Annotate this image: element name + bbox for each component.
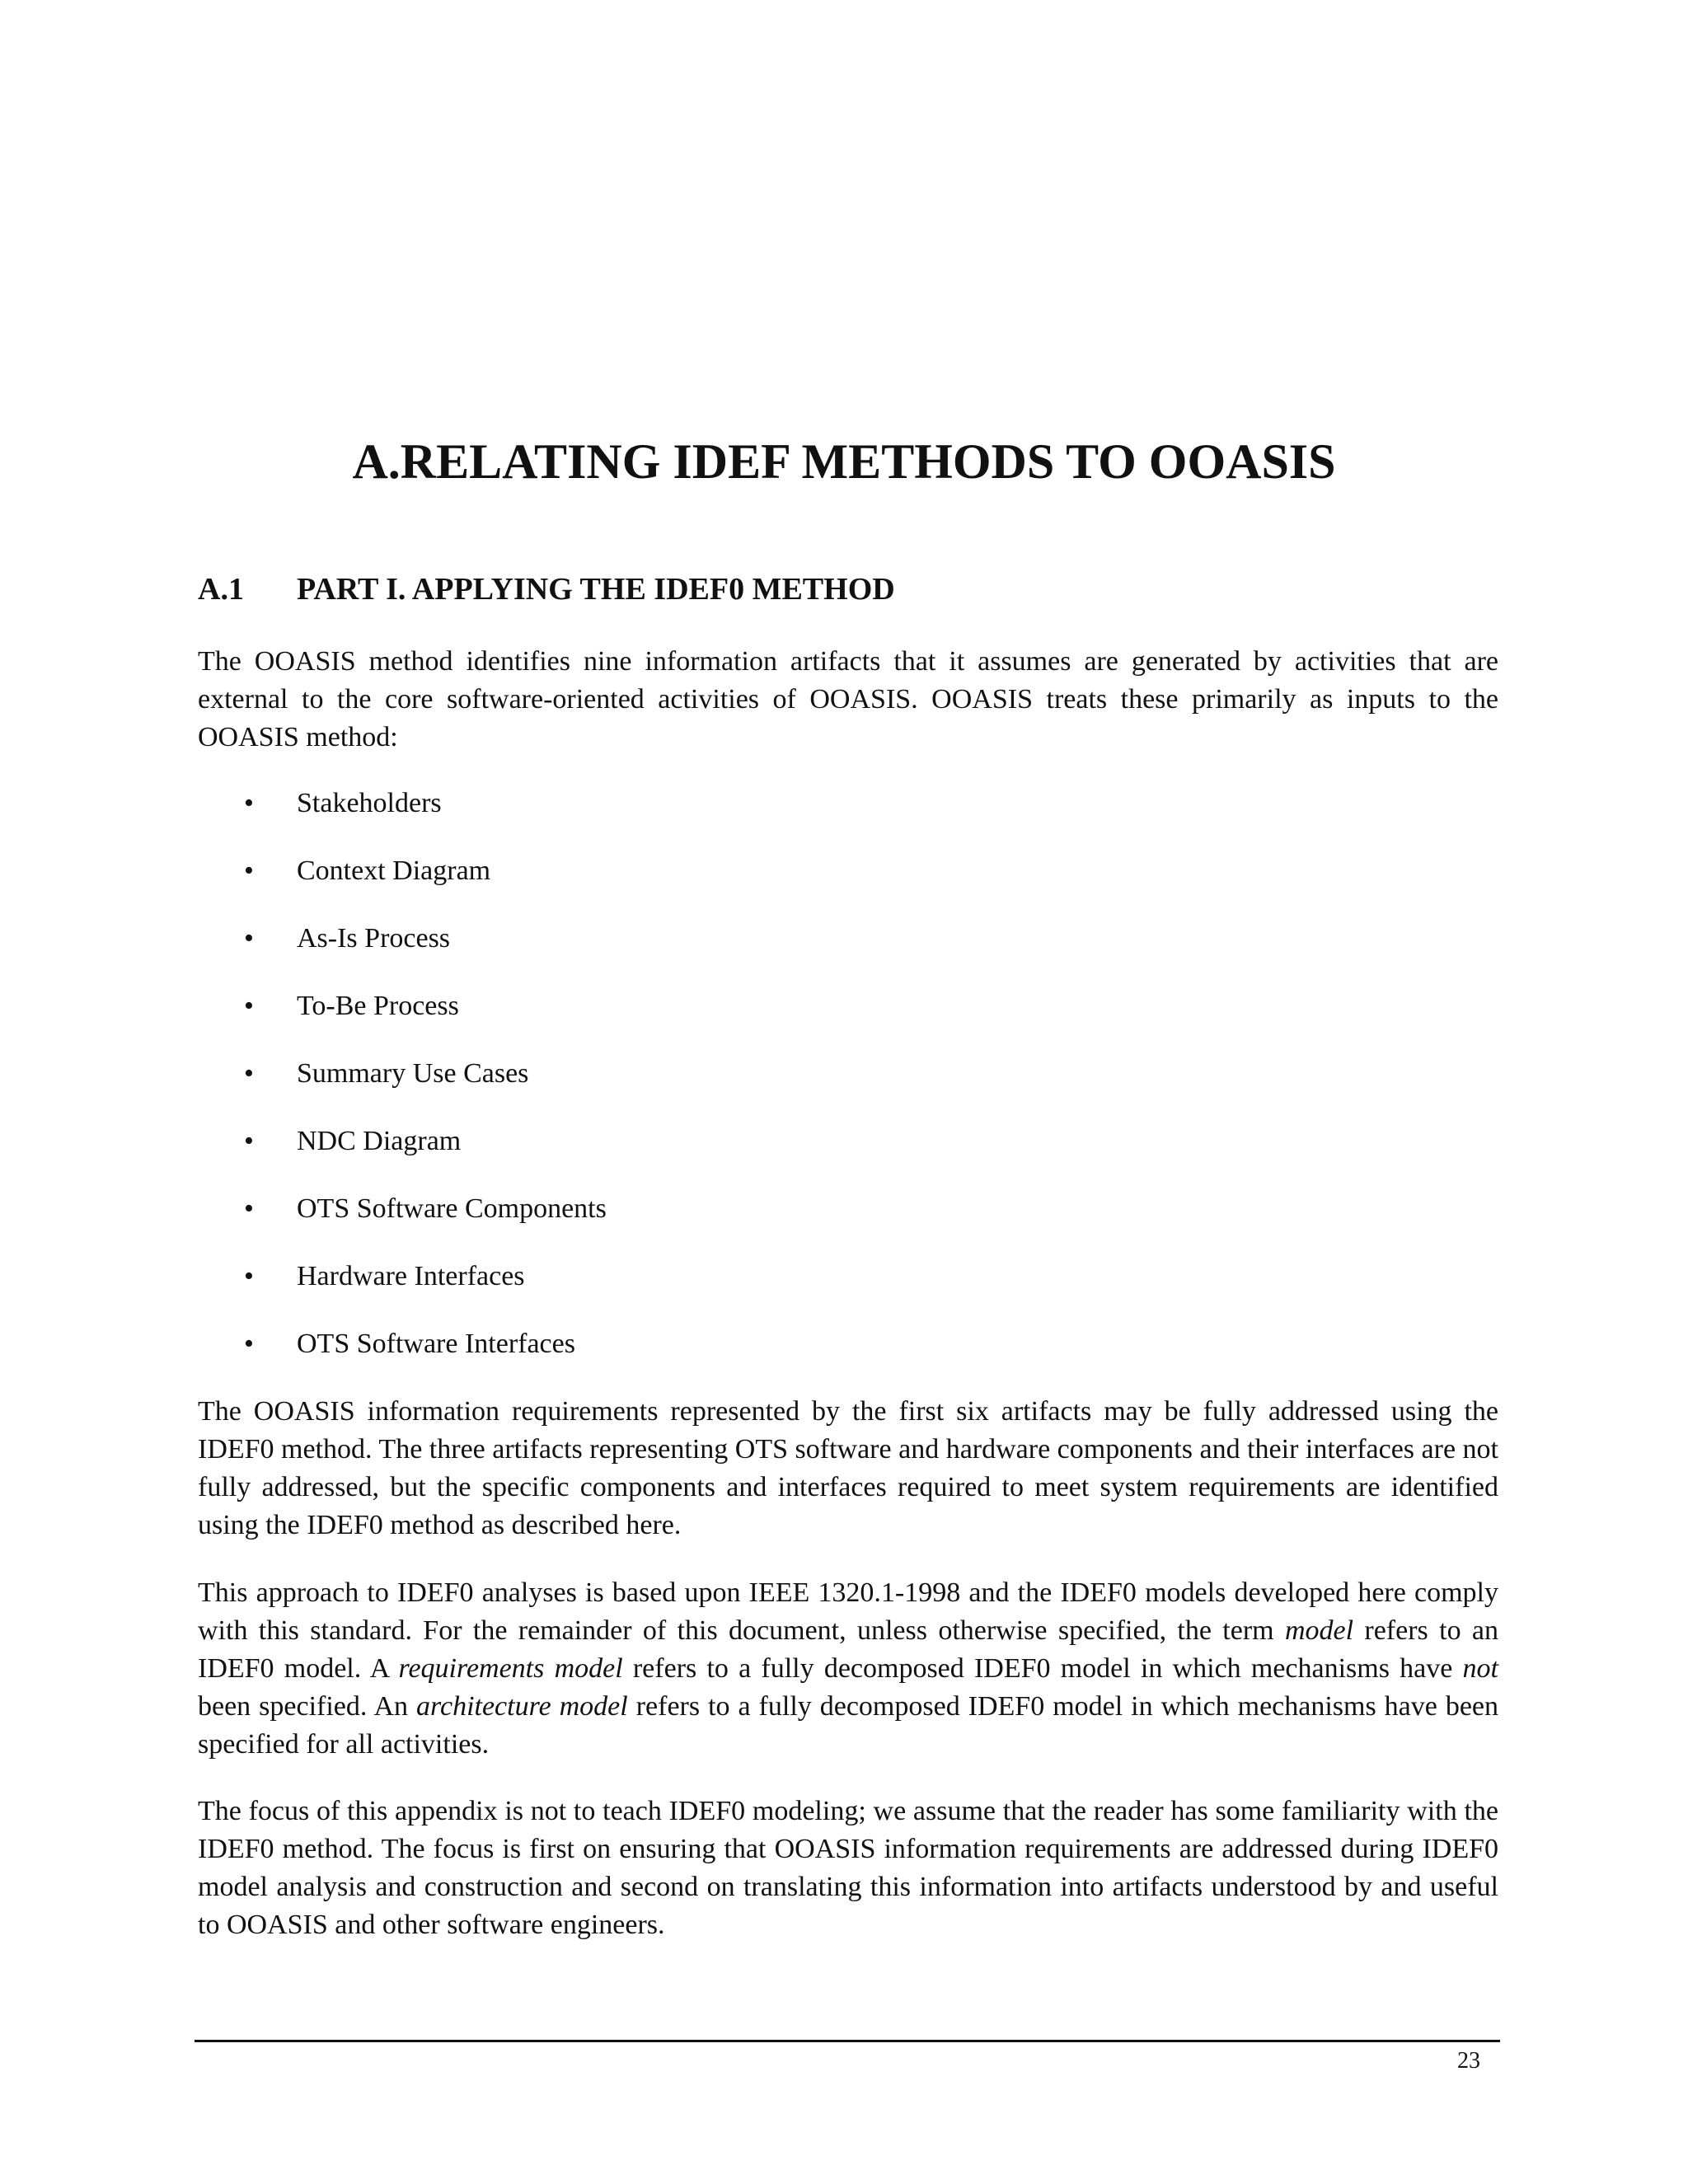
emphasis-requirements-model: requirements model bbox=[398, 1653, 623, 1684]
list-item-label: NDC Diagram bbox=[297, 1126, 462, 1156]
text-run: refers to a fully decomposed IDEF0 model in which mechanisms have bbox=[622, 1653, 1463, 1684]
bullet-icon: • bbox=[244, 1126, 254, 1156]
list-item-label: Hardware Interfaces bbox=[297, 1261, 525, 1291]
intro-paragraph: The OOASIS method identifies nine information artifacts that it assumes are generated by activities that are external to the core software-oriented activities of OOASIS. OOASIS treats these primarily as inputs to the OOASIS method: bbox=[198, 646, 1498, 752]
bullet-icon: • bbox=[244, 855, 254, 886]
section-heading bbox=[198, 569, 895, 610]
page-number: 23 bbox=[1457, 2048, 1480, 2074]
focus-paragraph: The focus of this appendix is not to teach IDEF0 modeling; we assume that the reader has some familiarity with the IDEF0 method. The focus is first on ensuring that OOASIS information requirements are addressed during IDEF0 model analysis and construction and second on translating this information into artifacts understood by and useful to OOASIS and other software engineers. bbox=[198, 1796, 1498, 1940]
list-item-label: OTS Software Interfaces bbox=[297, 1329, 575, 1359]
list-item bbox=[198, 785, 607, 852]
list-item-label: To-Be Process bbox=[297, 991, 459, 1021]
artifact-list bbox=[198, 785, 607, 1393]
text-run: refers to a fully decomposed IDEF0 model in which mechanisms have been specified for all activities. bbox=[198, 1691, 1499, 1760]
list-item bbox=[198, 1258, 607, 1325]
emphasis-architecture-model: architecture model bbox=[416, 1691, 628, 1722]
list-item-label: As-Is Process bbox=[297, 923, 451, 954]
bullet-icon: • bbox=[244, 1058, 254, 1089]
emphasis-not: not bbox=[1462, 1653, 1498, 1684]
bullet-icon: • bbox=[244, 1193, 254, 1224]
list-item bbox=[198, 920, 607, 987]
list-item bbox=[198, 1325, 607, 1393]
bullet-icon: • bbox=[244, 1329, 254, 1359]
section-title: PART I. APPLYING THE IDEF0 METHOD bbox=[297, 572, 895, 607]
footer-divider bbox=[195, 2040, 1500, 2042]
text-run: refers to an IDEF0 model. A bbox=[198, 1615, 1499, 1684]
list-item-label: Summary Use Cases bbox=[297, 1058, 529, 1089]
requirements-paragraph: The OOASIS information requirements represented by the first six artifacts may be fully addressed using the IDEF0 method. The three artifacts representing OTS software and hardware components and their interfaces are not fully addressed, but the specific components and interfaces required to meet system requirements are identified using the IDEF0 method as described here. bbox=[198, 1396, 1498, 1540]
list-item-label: Context Diagram bbox=[297, 855, 491, 886]
bullet-icon: • bbox=[244, 923, 254, 954]
list-item bbox=[198, 852, 607, 920]
section-number: A.1 bbox=[198, 572, 244, 607]
text-run: been specified. An bbox=[198, 1691, 417, 1722]
bullet-icon: • bbox=[244, 991, 254, 1021]
emphasis-model: model bbox=[1284, 1615, 1354, 1646]
list-item bbox=[198, 1055, 607, 1122]
approach-paragraph bbox=[198, 1574, 1498, 1764]
list-item-label: OTS Software Components bbox=[297, 1193, 607, 1224]
list-item bbox=[198, 1190, 607, 1258]
chapter-title: A.RELATING IDEF METHODS TO OOASIS bbox=[352, 434, 1336, 489]
list-item-label: Stakeholders bbox=[297, 788, 442, 818]
text-run: This approach to IDEF0 analyses is based upon IEEE 1320.1-1998 and the IDEF0 models developed here comply with this standard. For the remainder of this document, unless otherwise specified, the term bbox=[198, 1577, 1498, 1646]
list-item bbox=[198, 987, 607, 1055]
bullet-icon: • bbox=[244, 788, 254, 818]
bullet-icon: • bbox=[244, 1261, 254, 1291]
list-item bbox=[198, 1122, 607, 1190]
